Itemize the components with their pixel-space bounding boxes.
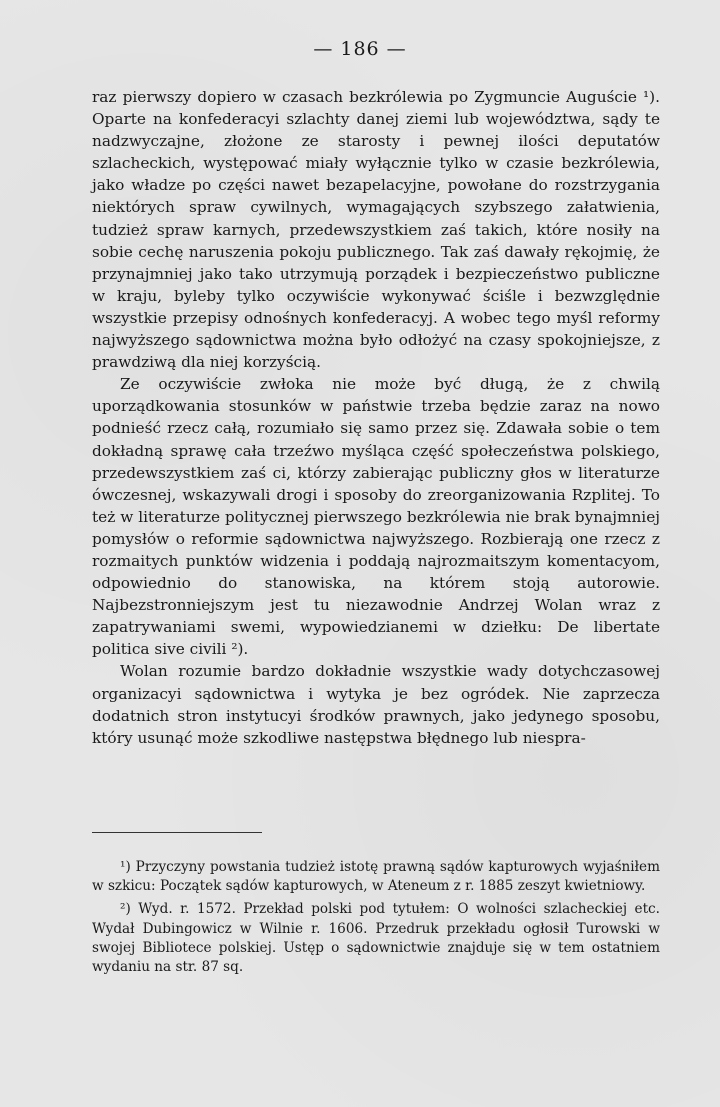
paragraph: Wolan rozumie bardzo dokładnie wszystkie wady dotychczasowej organizacyi sądownictwa i wytyka je bez ogródek. Nie zaprzecza dodatnich stron instytucyi środków prawnych, jako jedynego sposobu, który usunąć może szkodliwe następstwa błędnego lub niespra-: [92, 662, 660, 747]
paragraph: raz pierwszy dopiero w czasach bezkrólewia po Zygmuncie Auguście ¹). Oparte na konfederacyi szlachty danej ziemi lub województwa, sądy te nadzwyczajne, złożone ze starosty i pewnej ilości deputatów szlacheckich, występować miały wyłącznie tylko w czasie bezkrólewia, jako władze po części nawet bezapelacyjne, powołane do rozstrzygania niektórych spraw cywilnych, wymagających szybszego załatwienia, tudzież spraw karnych, przedewszystkiem zaś takich, które nosiły na sobie cechę naruszenia pokoju publicznego. Tak zaś dawały rękojmię, że przynajmniej jako tako utrzymują porządek i bezpieczeństwo publiczne w kraju, byleby tylko oczywiście wykonywać ściśle i bezwzględnie wszystkie przepisy odnośnych konfederacyj. A wobec tego myśl reformy najwyższego sądownictwa można było odłożyć na czasy spokojniejsze, z prawdziwą dla niej korzyścią.: [92, 88, 660, 372]
footnote: ²) Wyd. r. 1572. Przekład polski pod tytułem: O wolności szlacheckiej etc. Wydał Dubingowicz w Wilnie r. 1606. Przedruk przekładu ogłosił Turowski w swojej Bibliotece polskiej. Ustęp o sądownictwie znajduje się w tem ostatniem wydaniu na str. 87 sq.: [92, 901, 660, 976]
footnote: ¹) Przyczyny powstania tudzież istotę prawną sądów kapturowych wyjaśniłem w szkicu: Początek sądów kapturowych, w Ateneum z r. 1885 zeszyt kwietniowy.: [92, 859, 660, 895]
footnote-divider: [92, 832, 262, 833]
paragraph: Ze oczywiście zwłoka nie może być długą, że z chwilą uporządkowania stosunków w państwie trzeba będzie zaraz na nowo podnieść rzecz całą, rozumiało się samo przez się. Zdawała sobie o tem dokładną sprawę cała trzeźwo myśląca część społeczeństwa polskiego, przedewszystkiem zaś ci, którzy zabierając publiczny głos w literaturze ówczesnej, wskazywali drogi i sposoby do zreorganizowania Rzplitej. To też w literaturze politycznej pierwszego bezkrólewia nie brak bynajmniej pomysłów o reformie sądownictwa najwyższego. Rozbierają one rzecz z rozmaitych punktów widzenia i poddają najrozmaitszym komentacyom, odpowiednio do stanowiska, na którem stoją autorowie. Najbezstronniejszym jest tu niezawodnie Andrzej Wolan wraz z zapatrywaniami swemi, wypowiedzianemi w dziełku: De libertate politica sive civili ²).: [92, 375, 660, 659]
footnotes: [92, 858, 660, 981]
page-number: — 186 —: [313, 38, 407, 60]
main-text: [92, 86, 660, 749]
